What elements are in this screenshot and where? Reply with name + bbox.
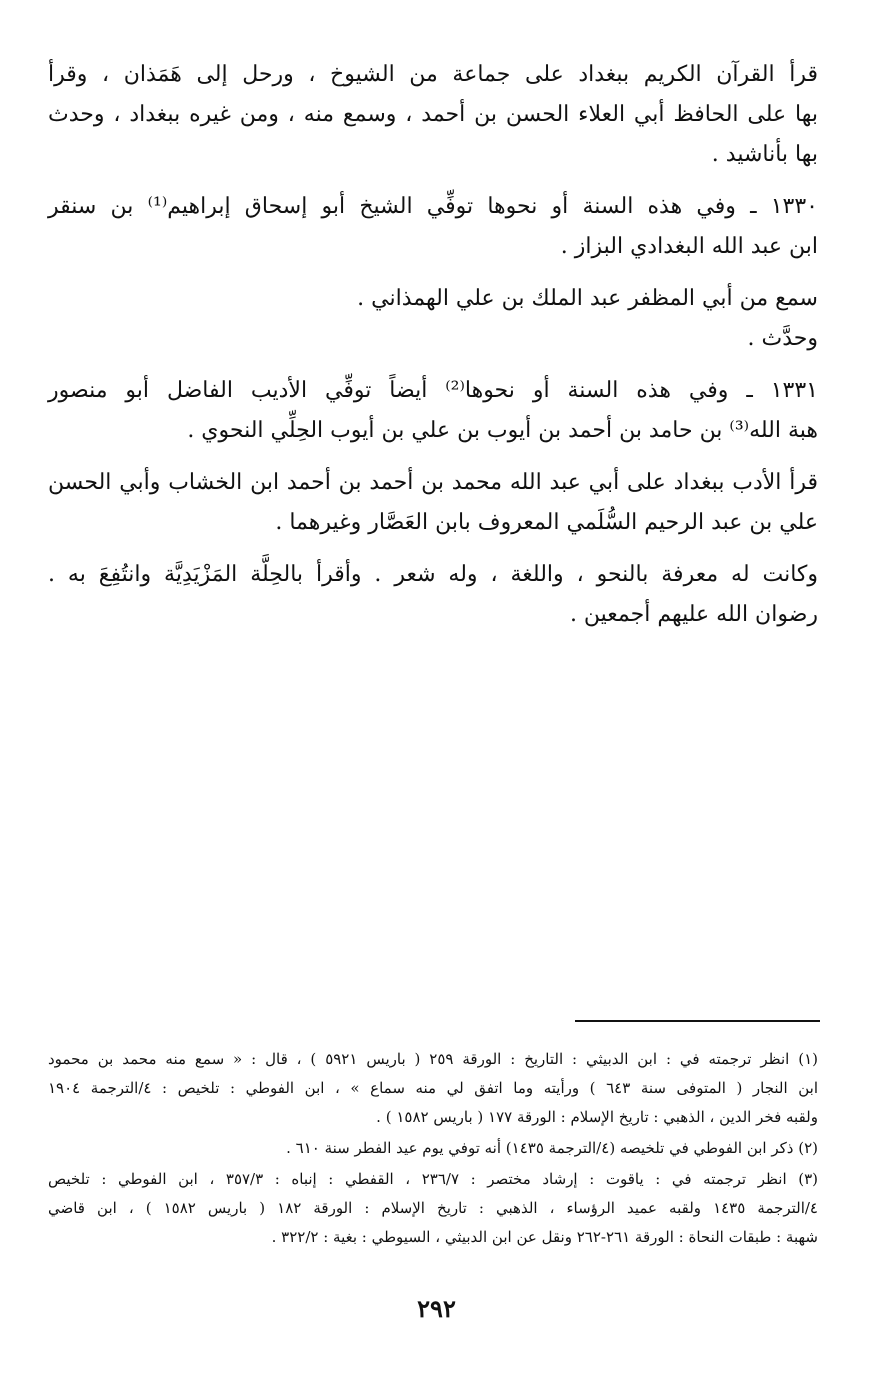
text-line: بها بأناشيد . bbox=[711, 142, 818, 167]
text-line: قرأ القرآن الكريم ببغداد على جماعة من الشيوخ ، ورحل إلى هَمَذان ، وقرأ bbox=[48, 62, 818, 87]
text-line: هبة الله⁽³⁾ بن حامد بن أحمد بن أيوب بن علي بن أيوب الحِلِّي النحوي . bbox=[187, 418, 818, 443]
footnotes bbox=[48, 1045, 818, 1254]
paragraph bbox=[48, 55, 818, 175]
text-line: وكانت له معرفة بالنحو ، واللغة ، وله شعر . وأقرأ بالحِلَّة المَزْيَدِيَّة وانتُفِعَ به . bbox=[48, 562, 818, 587]
footnote-3 bbox=[48, 1165, 818, 1252]
footnote-line: شهبة : طبقات النحاة : الورقة ٢٦١-٢٦٢ ونقل عن ابن الدبيثي ، السيوطي : بغية : ٣٢٢/٢ . bbox=[271, 1228, 818, 1246]
footnote-line: ٤/الترجمة ١٤٣٥ ولقبه عميد الرؤساء ، الذهبي : تاريخ الإسلام : الورقة ١٨٢ ( باريس ١٥٨٢ ) ، ابن قاضي bbox=[48, 1199, 818, 1217]
text-line: ابن عبد الله البغدادي البزاز . bbox=[560, 234, 818, 259]
page-number: ٢٩٢ bbox=[417, 1294, 456, 1323]
text-line: وحدَّث . bbox=[747, 326, 818, 351]
main-text bbox=[48, 55, 818, 647]
text-line: رضوان الله عليهم أجمعين . bbox=[569, 602, 818, 627]
paragraph bbox=[48, 279, 818, 359]
paragraph bbox=[48, 555, 818, 635]
text-line: علي بن عبد الرحيم السُّلَمي المعروف بابن العَصَّار وغيرهما . bbox=[275, 510, 818, 535]
footnote-line: (٣) انظر ترجمته في : ياقوت : إرشاد مختصر : ٢٣٦/٧ ، القفطي : إنباه : ٣٥٧/٣ ، ابن الفوطي : تلخيص bbox=[48, 1170, 818, 1188]
text-line: ١٣٣٠ ـ وفي هذه السنة أو نحوها توفِّي الشيخ أبو إسحاق إبراهيم⁽¹⁾ بن سنقر bbox=[48, 194, 818, 219]
footnote-2 bbox=[48, 1134, 818, 1163]
footnote-divider bbox=[575, 1020, 820, 1022]
paragraph bbox=[48, 463, 818, 543]
text-line: سمع من أبي المظفر عبد الملك بن علي الهمذاني . bbox=[357, 286, 818, 311]
entry-1331 bbox=[48, 371, 818, 451]
text-line: قرأ الأدب ببغداد على أبي عبد الله محمد بن أحمد بن أحمد ابن الخشاب وأبي الحسن bbox=[48, 470, 818, 495]
footnote-line: ابن النجار ( المتوفى سنة ٦٤٣ ) ورأيته وما اتفق لي منه سماع » ، ابن الفوطي : تلخيص : ٤/الترجمة ١٩٠٤ bbox=[48, 1079, 818, 1097]
footnote-line: ولقبه فخر الدين ، الذهبي : تاريخ الإسلام : الورقة ١٧٧ ( باريس ١٥٨٢ ) . bbox=[376, 1108, 818, 1126]
footnote-line: (١) انظر ترجمته في : ابن الدبيثي : التاريخ : الورقة ٢٥٩ ( باريس ٥٩٢١ ) ، قال : « سمع منه محمد بن محمود bbox=[48, 1050, 818, 1068]
entry-1330 bbox=[48, 187, 818, 267]
footnote-line: (٢) ذكر ابن الفوطي في تلخيصه (٤/الترجمة ١٤٣٥) أنه توفي يوم عيد الفطر سنة ٦١٠ . bbox=[286, 1139, 818, 1157]
text-line: ١٣٣١ ـ وفي هذه السنة أو نحوها⁽²⁾ أيضاً توفِّي الأديب الفاضل أبو منصور bbox=[48, 378, 818, 403]
footnote-1 bbox=[48, 1045, 818, 1132]
text-line: بها على الحافظ أبي العلاء الحسن بن أحمد ، وسمع منه ، ومن غيره ببغداد ، وحدث bbox=[48, 102, 818, 127]
